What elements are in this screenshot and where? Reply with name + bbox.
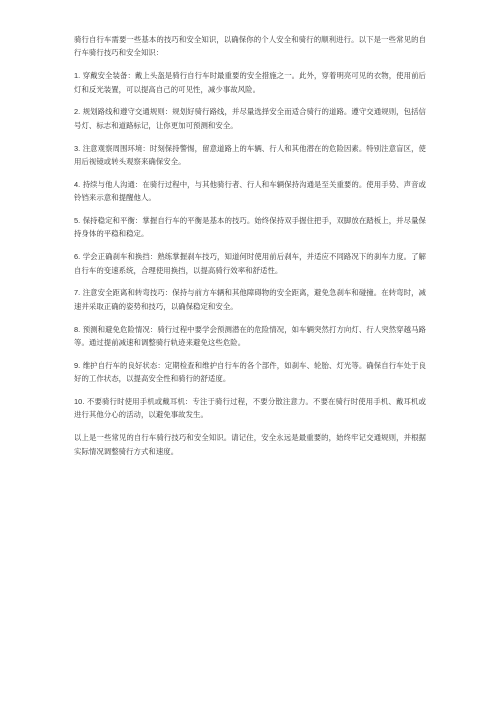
item-text: 规划路线和遵守交通规则：规划好骑行路线，并尽量选择安全而适合骑行的道路。遵守交通规则，包括信号灯、标志和道路标记，让你更加可预测和安全。 xyxy=(74,107,426,130)
item-text: 穿戴安全装备：戴上头盔是骑行自行车时最重要的安全措施之一。此外，穿着明亮可见的衣物，使用前后灯和反光装置，可以提高自己的可见性，减少事故风险。 xyxy=(74,71,426,94)
item-number: 9. xyxy=(74,360,81,370)
list-item xyxy=(74,214,426,241)
list-item xyxy=(74,69,426,96)
item-text: 学会正确刹车和换挡：熟练掌握刹车技巧，知道何时使用前后刹车，并适应不同路况下的刹车力度。了解自行车的变速系统，合理使用换挡，以提高骑行效率和舒适性。 xyxy=(74,252,426,275)
item-number: 3. xyxy=(74,143,81,153)
item-text: 持续与他人沟通：在骑行过程中，与其他骑行者、行人和车辆保持沟通是至关重要的。使用手势、声音或铃铛来示意和提醒他人。 xyxy=(74,179,426,203)
item-number: 4. xyxy=(74,179,81,189)
list-item xyxy=(74,105,426,132)
document-body xyxy=(74,33,426,467)
closing-paragraph: 以上是一些常见的自行车骑行技巧和安全知识。请记住，安全永远是最重要的，始终牢记交通规则，并根据实际情况调整骑行方式和速度。 xyxy=(74,433,426,456)
item-text: 注意观察周围环境：时刻保持警惕，留意道路上的车辆、行人和其他潜在的危险因素。特别注意盲区，使用后视镜或转头观察来确保安全。 xyxy=(74,143,426,167)
list-item xyxy=(74,323,426,350)
list-item xyxy=(74,250,426,277)
intro-paragraph: 骑行自行车需要一些基本的技巧和安全知识，以确保你的个人安全和骑行的顺利进行。以下是一些常见的自行车骑行技巧和安全知识： xyxy=(74,35,426,58)
item-number: 1. xyxy=(74,71,81,81)
item-text: 预测和避免危险情况：骑行过程中要学会预测潜在的危险情况，如车辆突然打方向灯、行人突然穿越马路等。通过提前减速和调整骑行轨迹来避免这些危险。 xyxy=(74,324,426,348)
item-number: 6. xyxy=(74,252,81,262)
list-item xyxy=(74,359,426,386)
item-number: 10. xyxy=(74,397,85,407)
item-number: 5. xyxy=(74,216,81,226)
item-text: 不要骑行时使用手机或戴耳机：专注于骑行过程，不要分散注意力。不要在骑行时使用手机、戴耳机或进行其他分心的活动，以避免事故发生。 xyxy=(74,397,426,420)
item-number: 7. xyxy=(74,288,81,298)
list-item xyxy=(74,178,426,205)
list-item xyxy=(74,286,426,313)
list-item xyxy=(74,395,426,422)
item-number: 8. xyxy=(74,324,81,334)
list-item xyxy=(74,142,426,169)
item-text: 维护自行车的良好状态：定期检查和维护自行车的各个部件，如刹车、轮胎、灯光等。确保自行车处于良好的工作状态，以提高安全性和骑行的舒适度。 xyxy=(74,360,426,384)
item-number: 2. xyxy=(74,107,81,117)
item-text: 注意安全距离和转弯技巧：保持与前方车辆和其他障碍物的安全距离，避免急刹车和碰撞。在转弯时，减速并采取正确的姿势和技巧，以确保稳定和安全。 xyxy=(74,288,426,311)
item-text: 保持稳定和平衡：掌握自行车的平衡是基本的技巧。始终保持双手握住把手，双脚放在踏板上，并尽量保持身体的平稳和稳定。 xyxy=(74,216,426,239)
